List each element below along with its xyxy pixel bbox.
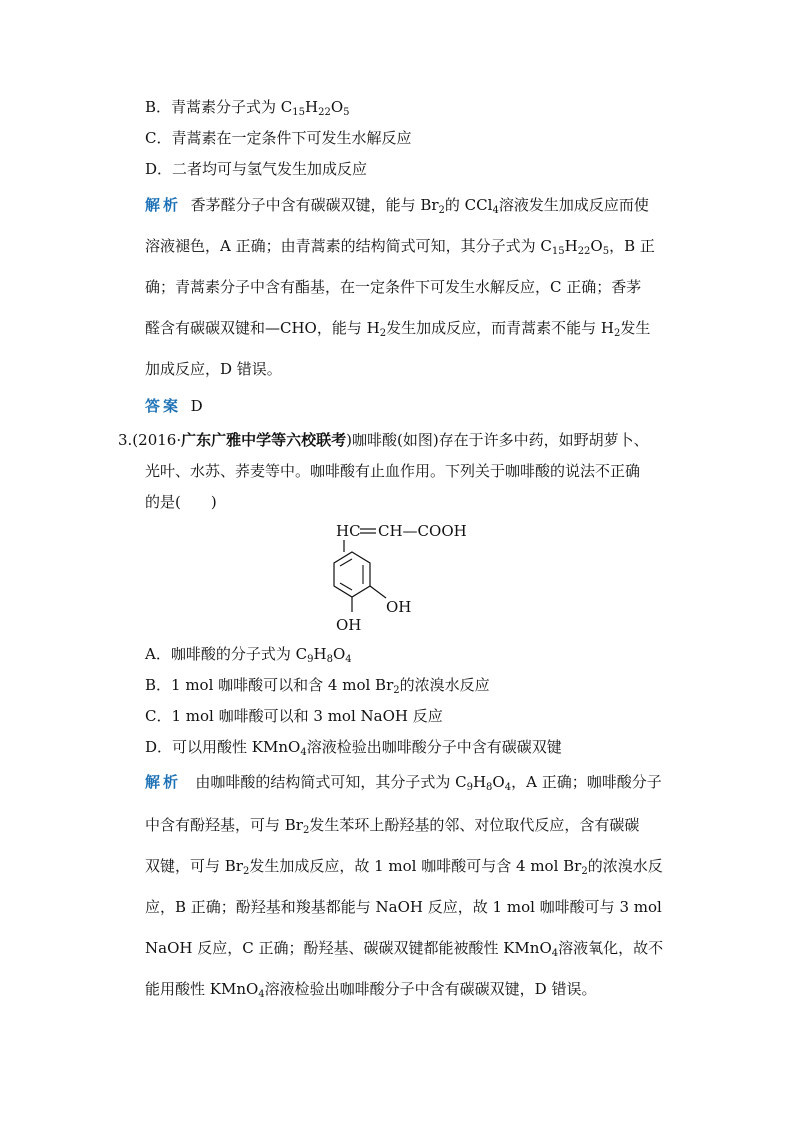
structure-ch-cooh: CH—COOH — [378, 522, 467, 540]
analysis-3-line-6: 能用酸性 KMnO$_4$溶液检验出咖啡酸分子中含有碳碳双键，D 错误。 — [145, 980, 597, 1000]
answer-value: D — [190, 397, 203, 415]
analysis-1-line-4: 醛含有碳碳双键和—CHO，能与 $H_2$发生加成反应，而青蒿素不能与 $H_2$发生 — [145, 319, 651, 339]
analysis-1-line-1: 解析 香茅醛分子中含有碳碳双键，能与 $Br_2$的 CCl$_4$溶液发生加成反应而使 — [145, 196, 649, 216]
structure-oh-bottom: OH — [336, 616, 362, 634]
analysis-3-line-3: 双键，可与 $Br_2$发生加成反应，故 1 mol 咖啡酸可与含 4 mol $Br_2$的浓溴水反 — [145, 857, 663, 877]
question-3-line-3: 的是( ) — [145, 493, 217, 511]
analysis-1-line-2: 溶液褪色，A 正确；由青蒿素的结构简式可知，其分子式为 $C_{15}H_{22}O_5$，B 正 — [145, 237, 655, 257]
option-a: A．咖啡酸的分子式为 $C_9H_8O_4$ — [145, 645, 352, 665]
benzene-ring — [334, 552, 370, 597]
ring-inner-bond-3 — [340, 583, 352, 590]
option-b-prev: B．青蒿素分子式为 $C_{15}H_{22}O_5$ — [145, 98, 350, 118]
analysis-3-line-1: 解析 由咖啡酸的结构简式可知，其分子式为 $C_9H_8O_4$，A 正确；咖啡酸分子 — [145, 773, 662, 793]
analysis-3-line-2: 中含有酚羟基，可与 $Br_2$发生苯环上酚羟基的邻、对位取代反应，含有碳碳 — [145, 816, 640, 836]
option-d-prev: D．二者均可与氢气发生加成反应 — [145, 160, 368, 178]
analysis-3-line-5: NaOH 反应，C 正确；酚羟基、碳碳双键都能被酸性 KMnO$_4$溶液氧化，故不 — [145, 939, 664, 959]
option-d: D．可以用酸性 KMnO$_4$溶液检验出咖啡酸分子中含有碳碳双键 — [145, 738, 562, 758]
analysis-3-line-4: 应，B 正确；酚羟基和羧基都能与 NaOH 反应，故 1 mol 咖啡酸可与 3 mol — [145, 898, 662, 916]
analysis-label: 解析 — [145, 196, 182, 214]
analysis-1-line-3: 确；青蒿素分子中含有酯基，在一定条件下可发生水解反应，C 正确；香茅 — [145, 278, 642, 296]
oh-right-bond — [370, 586, 386, 598]
answer-1 — [145, 396, 203, 416]
analysis-1-line-5: 加成反应，D 错误。 — [145, 360, 282, 378]
structure-oh-right: OH — [386, 598, 412, 616]
caffeic-acid-structure — [330, 520, 500, 636]
question-3-line-1: 3.(2016·广东广雅中学等六校联考)咖啡酸(如图)存在于许多中药，如野胡萝卜、 — [118, 431, 649, 449]
option-b: B．1 mol 咖啡酸可以和含 4 mol $Br_2$的浓溴水反应 — [145, 676, 490, 696]
analysis-label: 解析 — [145, 773, 182, 791]
answer-label: 答案 — [145, 397, 182, 415]
question-3-line-2: 光叶、水苏、荞麦等中。咖啡酸有止血作用。下列关于咖啡酸的说法不正确 — [145, 462, 641, 480]
question-source: 广东广雅中学等六校联考 — [181, 431, 347, 449]
ring-inner-bond-2 — [340, 559, 352, 566]
option-c: C．1 mol 咖啡酸可以和 3 mol NaOH 反应 — [145, 707, 443, 725]
structure-hc: HC — [336, 522, 361, 540]
option-c-prev: C．青蒿素在一定条件下可发生水解反应 — [145, 129, 412, 147]
